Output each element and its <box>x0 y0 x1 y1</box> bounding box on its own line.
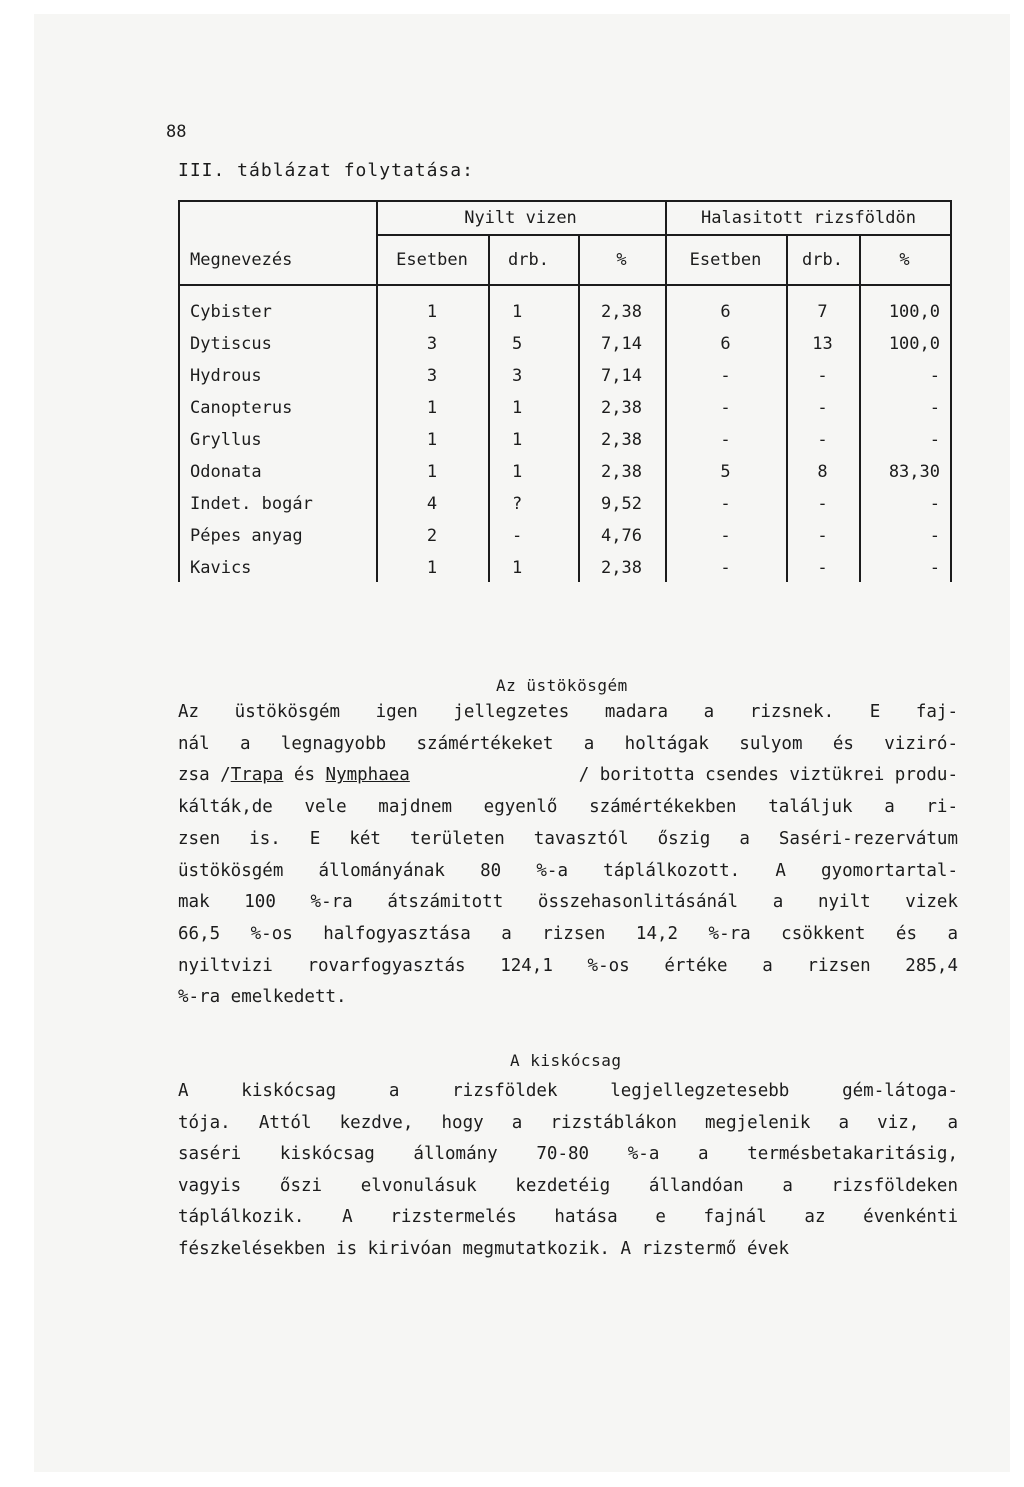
table-cell: - <box>929 366 940 386</box>
text-line: táplálkozik. A rizstermelés hatása e fajnál az évenkénti <box>178 1207 958 1227</box>
text-line: A kiskócsag a rizsföldek legjellegzetesebb gém-látoga- <box>178 1081 958 1101</box>
table-cell: 1 <box>512 302 523 322</box>
table-row-label: Kavics <box>190 558 252 578</box>
table-cell: 3 <box>426 366 438 386</box>
table-row-label: Canopterus <box>190 398 293 418</box>
table-cell: 2 <box>426 526 438 546</box>
text-line: nyiltvizi rovarfogyasztás 124,1 %-os értéke a rizsen 285,4 <box>178 955 958 976</box>
text-line <box>178 765 958 787</box>
table-cell: 2,38 <box>601 398 642 418</box>
col-header: % <box>616 250 627 270</box>
table-cell: 1 <box>426 302 438 322</box>
table-cell: 2,38 <box>601 430 642 450</box>
table-cell: - <box>929 430 940 450</box>
table-row-label: Gryllus <box>190 430 262 450</box>
table-cell: 3 <box>512 366 523 386</box>
table-cell: - <box>817 398 828 418</box>
table-rule <box>178 202 180 582</box>
col-header: Esetben <box>689 250 762 270</box>
table-rule <box>950 202 952 582</box>
table-cell: 7,14 <box>601 334 642 354</box>
text-run: / boritotta csendes viztükrei produ- <box>578 765 958 786</box>
text-run: és <box>283 765 326 786</box>
col-header: Esetben <box>396 250 468 270</box>
table-cell: 1 <box>512 558 523 578</box>
table-row-label: Dytiscus <box>190 334 272 354</box>
table-cell: - <box>720 494 731 514</box>
table-row-label: Cybister <box>190 302 272 322</box>
text-line: Az üstökösgém igen jellegzetes madara a rizsnek. E faj- <box>178 702 958 722</box>
table-rule <box>178 284 952 286</box>
table-cell: - <box>720 366 731 386</box>
table-cell: 1 <box>426 558 438 578</box>
col-header: drb. <box>508 250 549 270</box>
table-cell: - <box>512 526 523 546</box>
table-cell: 13 <box>812 334 833 354</box>
text-line: mak 100 %-ra átszámitott összehasonlitásánál a nyilt vizek <box>178 892 958 913</box>
table-cell: 4,76 <box>601 526 642 546</box>
table-cell: 100,0 <box>888 334 940 354</box>
table-cell: - <box>720 430 731 450</box>
table-cell: 2,38 <box>601 558 642 578</box>
table-cell: - <box>817 558 828 578</box>
group-header-rice-field: Halasitott rizsföldön <box>701 208 916 228</box>
text-line: üstökösgém állományának 80 %-a táplálkozott. A gyomortartal- <box>178 860 958 881</box>
text-line: kálták,de vele majdnem egyenlő számértékekben találjuk a ri- <box>178 797 958 818</box>
col-header: % <box>899 250 910 270</box>
table-cell: 8 <box>817 462 828 482</box>
table-cell: 1 <box>512 430 523 450</box>
table-cell: 5 <box>512 334 523 354</box>
table-cell: 83,30 <box>888 462 940 482</box>
table-cell: 1 <box>426 462 438 482</box>
table-cell: 6 <box>720 302 731 322</box>
table-cell: 1 <box>512 398 523 418</box>
text-line: nál a legnagyobb számértékeket a holtágak sulyom és viziró- <box>178 733 958 754</box>
table-rule <box>376 234 952 236</box>
table-cell: 7,14 <box>601 366 642 386</box>
table-row-label: Odonata <box>190 462 262 482</box>
row-header: Megnevezés <box>190 250 293 270</box>
group-header-open-water: Nyilt vizen <box>464 208 577 228</box>
data-table <box>178 200 952 582</box>
text-run: zsa / <box>178 765 231 786</box>
table-cell: 1 <box>426 398 438 418</box>
table-cell: 7 <box>817 302 828 322</box>
table-row-label: Hydrous <box>190 366 262 386</box>
table-cell: 2,38 <box>601 302 642 322</box>
table-cell: - <box>720 526 731 546</box>
text-line: 66,5 %-os halfogyasztása a rizsen 14,2 %-ra csökkent és a <box>178 923 958 944</box>
table-cell: - <box>817 494 828 514</box>
table-cell: 5 <box>720 462 731 482</box>
table-cell: - <box>929 494 940 514</box>
table-cell: - <box>929 526 940 546</box>
text-line: tója. Attól kezdve, hogy a rizstáblákon megjelenik a viz, a <box>178 1112 958 1133</box>
table-cell: - <box>817 366 828 386</box>
text-line: fészkelésekben is kirivóan megmutatkozik. A rizstermő évek <box>178 1238 790 1259</box>
table-cell: 1 <box>512 462 523 482</box>
text-line: zsen is. E két területen tavasztól őszig a Saséri-rezervátum <box>178 828 958 849</box>
table-cell: 100,0 <box>888 302 940 322</box>
page-number: 88 <box>166 122 187 142</box>
text-line: saséri kiskócsag állomány 70-80 %-a a termésbetakaritásig, <box>178 1144 958 1164</box>
table-cell: - <box>720 398 731 418</box>
table-cell: - <box>929 398 940 418</box>
table-cell: 1 <box>426 430 438 450</box>
table-caption: III. táblázat folytatása: <box>178 160 474 181</box>
text-line: vagyis őszi elvonulásuk kezdetéig állandóan a rizsföldeken <box>178 1175 958 1196</box>
table-cell: - <box>817 526 828 546</box>
table-cell: 3 <box>426 334 438 354</box>
table-cell: 4 <box>426 494 438 514</box>
table-cell: - <box>720 558 731 578</box>
table-cell: ? <box>512 494 523 514</box>
section-title: A kiskócsag <box>510 1051 622 1070</box>
table-cell: 9,52 <box>601 494 642 514</box>
table-row-label: Indet. bogár <box>190 494 313 514</box>
col-header: drb. <box>802 250 843 270</box>
table-cell: - <box>817 430 828 450</box>
underlined-term: Nymphaea <box>325 765 410 786</box>
text-line: %-ra emelkedett. <box>178 987 347 1008</box>
table-cell: 6 <box>720 334 731 354</box>
table-cell: 2,38 <box>601 462 642 482</box>
underlined-term: Trapa <box>230 765 284 786</box>
table-row-label: Pépes anyag <box>190 526 303 546</box>
table-cell: - <box>929 558 940 578</box>
section-title: Az üstökösgém <box>496 676 628 695</box>
